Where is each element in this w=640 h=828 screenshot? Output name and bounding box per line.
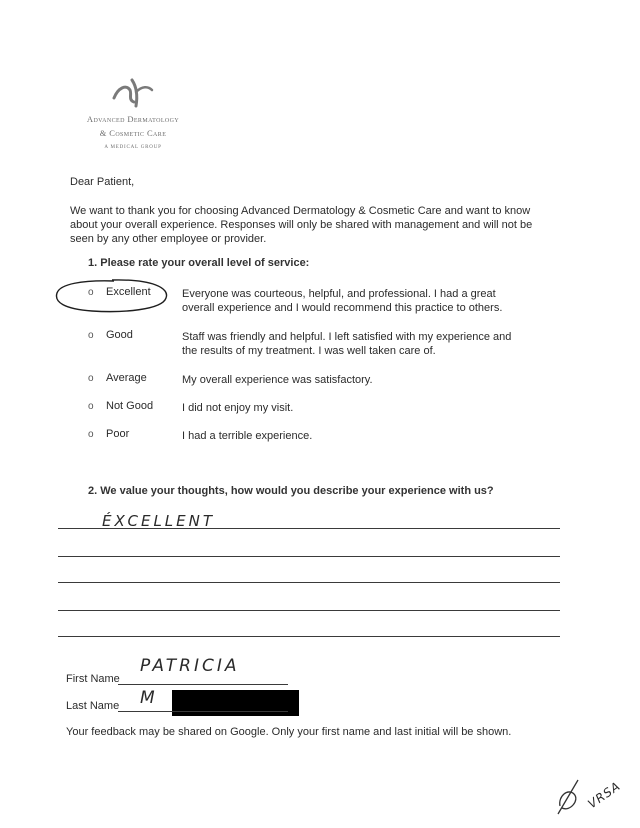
answer-line-3[interactable]: [58, 582, 560, 583]
option-average-label: Average: [106, 372, 147, 384]
logo-name-line2: & Cosmetic Care: [99, 128, 167, 138]
option-good-radio[interactable]: o: [88, 330, 94, 341]
option-average-description: My overall experience was satisfactory.: [182, 374, 373, 386]
practice-logo-icon: [108, 76, 158, 117]
answer-line-5[interactable]: [58, 636, 560, 637]
last-name-redaction: [172, 690, 299, 716]
option-average-radio[interactable]: o: [88, 373, 94, 384]
reviewer-initials: VRSA: [585, 778, 624, 812]
option-not-good-label: Not Good: [106, 400, 154, 412]
last-name-handwritten: M: [140, 688, 158, 708]
answer-line-4[interactable]: [58, 610, 560, 611]
option-excellent-description: Everyone was courteous, helpful, and professional. I had a great overall experience and I would recommend this practice to others.: [182, 288, 503, 314]
last-name-field[interactable]: [118, 711, 288, 712]
option-not-good-radio[interactable]: o: [88, 401, 94, 412]
answer-line-2[interactable]: [58, 556, 560, 557]
option-excellent-radio[interactable]: o: [88, 287, 94, 298]
option-good-description: Staff was friendly and helpful. I left satisfied with my experience and the results of my treatment. I was well taken care of.: [182, 331, 512, 357]
initials-scribble-icon: [556, 776, 584, 816]
option-excellent-label: Excellent: [106, 286, 151, 298]
question-2-handwritten-answer: ÉXCELLENT: [102, 512, 216, 530]
first-name-handwritten: PATRICIA: [140, 656, 240, 676]
intro-paragraph: We want to thank you for choosing Advanced Dermatology & Cosmetic Care and want to know about your overall experience. Responses will only be shared with management and will not be seen by any other employee or provider.: [70, 205, 533, 245]
google-sharing-note: Your feedback may be shared on Google. Only your first name and last initial will be shown.: [66, 726, 512, 738]
option-good-label: Good: [106, 329, 133, 341]
answer-line-1[interactable]: [58, 528, 560, 529]
last-name-label: Last Name: [66, 700, 120, 712]
option-poor-radio[interactable]: o: [88, 429, 94, 440]
practice-logo-text: [68, 114, 198, 150]
option-poor-label: Poor: [106, 428, 130, 440]
question-2-label: 2. We value your thoughts, how would you describe your experience with us?: [88, 485, 494, 497]
logo-tagline: A MEDICAL GROUP: [104, 145, 162, 150]
option-poor-description: I had a terrible experience.: [182, 430, 313, 442]
first-name-field[interactable]: [118, 684, 288, 685]
question-1-label: 1. Please rate your overall level of service:: [88, 257, 310, 269]
logo-name-line1: Advanced Dermatology: [86, 114, 180, 124]
salutation: Dear Patient,: [70, 176, 135, 188]
option-not-good-description: I did not enjoy my visit.: [182, 402, 294, 414]
first-name-label: First Name: [66, 673, 120, 685]
